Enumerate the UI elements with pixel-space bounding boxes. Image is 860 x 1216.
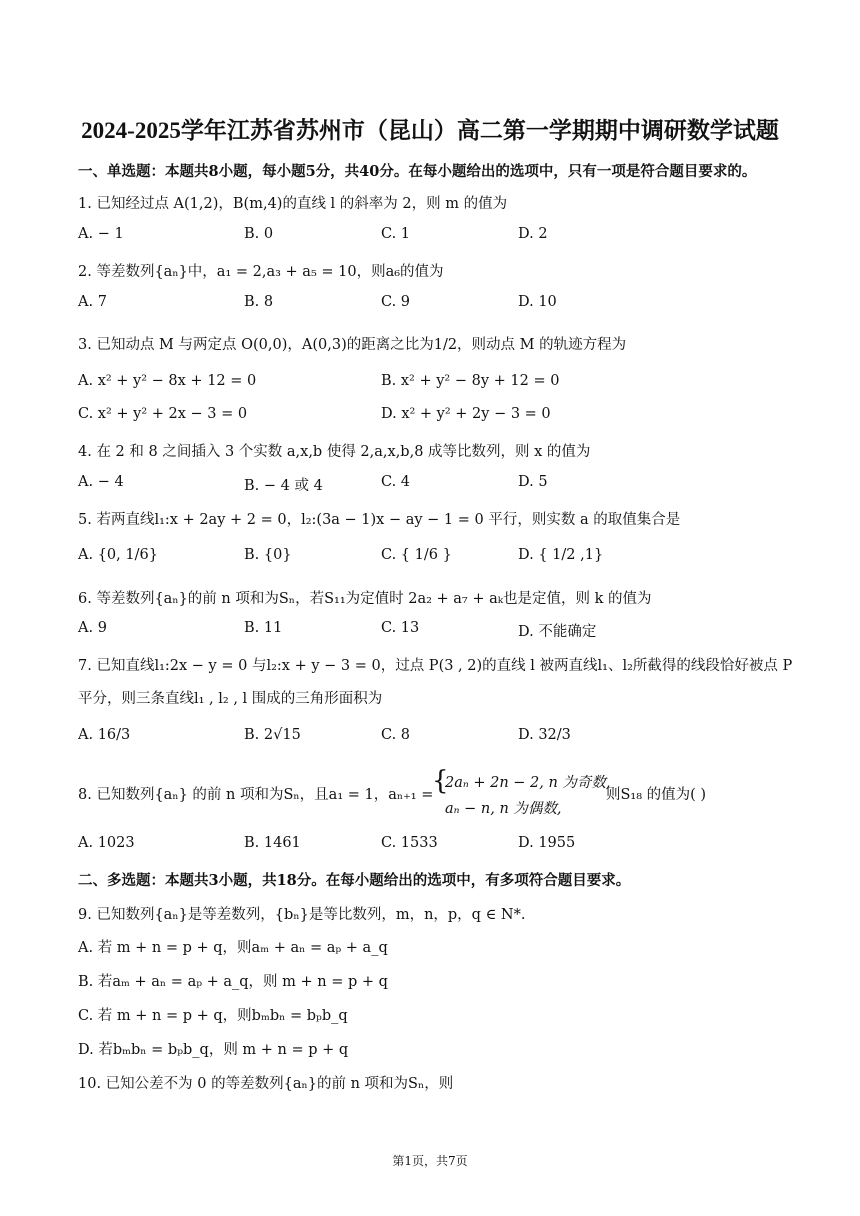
- exam-title: 2024-2025学年江苏省苏州市（昆山）高二第一学期期中调研数学试题: [81, 118, 779, 143]
- question-8-brace: {: [432, 766, 449, 796]
- question-1-option-c: C. 1: [381, 226, 411, 242]
- question-3-stem: 3. 已知动点 M 与两定点 O(0,0)，A(0,3)的距离之比为1/2，则动点 M 的轨迹方程为: [78, 337, 627, 353]
- question-4-option-c: C. 4: [381, 474, 411, 490]
- question-8-option-d: D. 1955: [518, 835, 576, 851]
- question-6-stem: 6. 等差数列{aₙ}的前 n 项和为Sₙ，若S₁₁为定值时 2a₂ + a₇ + aₖ也是定值，则 k 的值为: [78, 591, 652, 607]
- question-5-stem: 5. 若两直线l₁:x + 2ay + 2 = 0，l₂:(3a − 1)x − ay − 1 = 0 平行，则实数 a 的取值集合是: [78, 512, 681, 528]
- question-7-option-a: A. 16/3: [78, 727, 131, 743]
- question-2-option-b: B. 8: [244, 294, 274, 310]
- question-4-option-b: B. − 4 或 4: [244, 478, 323, 494]
- question-1-option-d: D. 2: [518, 226, 548, 242]
- section-single-choice-heading: 一、单选题：本题共8小题，每小题5分，共40分。在每小题给出的选项中，只有一项是符合题目要求的。: [78, 163, 757, 180]
- question-6-option-a: A. 9: [78, 620, 107, 636]
- question-9-option-d: D. 若bₘbₙ = bₚb_q，则 m + n = p + q: [78, 1042, 349, 1058]
- question-2-option-d: D. 10: [518, 294, 557, 310]
- question-8-option-b: B. 1461: [244, 835, 301, 851]
- question-8-tail: 则S₁₈ 的值为( ): [606, 787, 707, 803]
- question-8-case-even: aₙ − n, n 为偶数,: [445, 801, 562, 817]
- question-1-stem: 1. 已知经过点 A(1,2)，B(m,4)的直线 l 的斜率为 2，则 m 的值为: [78, 196, 508, 212]
- page-footer: 第1页，共7页: [392, 1154, 468, 1168]
- question-10-stem: 10. 已知公差不为 0 的等差数列{aₙ}的前 n 项和为Sₙ，则: [78, 1076, 454, 1092]
- question-4-stem: 4. 在 2 和 8 之间插入 3 个实数 a,x,b 使得 2,a,x,b,8 成等比数列，则 x 的值为: [78, 444, 591, 460]
- question-3-option-d: D. x² + y² + 2y − 3 = 0: [381, 406, 551, 422]
- question-4-option-a: A. − 4: [78, 474, 124, 490]
- question-6-option-b: B. 11: [244, 620, 283, 636]
- question-5-option-c: C. { 1/6 }: [381, 547, 452, 563]
- question-7-option-c: C. 8: [381, 727, 411, 743]
- question-7-option-d: D. 32/3: [518, 727, 571, 743]
- question-5-option-b: B. {0}: [244, 547, 292, 563]
- question-5-option-a: A. {0, 1/6}: [78, 547, 158, 563]
- question-7-stem: 7. 已知直线l₁:2x − y = 0 与l₂:x + y − 3 = 0，过点 P(3 , 2)的直线 l 被两直线l₁、l₂所截得的线段恰好被点 P: [78, 658, 793, 674]
- question-4-option-d: D. 5: [518, 474, 548, 490]
- question-3-option-b: B. x² + y² − 8y + 12 = 0: [381, 373, 560, 389]
- question-3-option-c: C. x² + y² + 2x − 3 = 0: [78, 406, 248, 422]
- question-7-stem-continued: 平分，则三条直线l₁ , l₂ , l 围成的三角形面积为: [78, 691, 383, 707]
- question-9-option-a: A. 若 m + n = p + q，则aₘ + aₙ = aₚ + a_q: [78, 940, 388, 956]
- question-6-option-d: D. 不能确定: [518, 624, 597, 640]
- question-9-option-b: B. 若aₘ + aₙ = aₚ + a_q，则 m + n = p + q: [78, 974, 388, 990]
- question-8-stem: 8. 已知数列{aₙ} 的前 n 项和为Sₙ，且a₁ = 1，aₙ₊₁ =: [78, 787, 434, 803]
- question-6-option-c: C. 13: [381, 620, 420, 636]
- question-7-option-b: B. 2√15: [244, 727, 301, 743]
- question-9-stem: 9. 已知数列{aₙ}是等差数列，{bₙ}是等比数列，m，n，p，q ∈ N*.: [78, 907, 526, 923]
- section-multiple-choice-heading: 二、多选题：本题共3小题，共18分。在每小题给出的选项中，有多项符合题目要求。: [78, 872, 631, 889]
- question-2-option-a: A. 7: [78, 294, 107, 310]
- question-8-option-c: C. 1533: [381, 835, 438, 851]
- question-8-case-odd: 2aₙ + 2n − 2, n 为奇数,: [445, 775, 611, 791]
- question-2-stem: 2. 等差数列{aₙ}中，a₁ = 2,a₃ + a₅ = 10，则a₆的值为: [78, 264, 444, 280]
- question-8-option-a: A. 1023: [78, 835, 135, 851]
- question-1-option-b: B. 0: [244, 226, 274, 242]
- question-5-option-d: D. { 1/2 ,1}: [518, 547, 604, 563]
- question-2-option-c: C. 9: [381, 294, 411, 310]
- question-3-option-a: A. x² + y² − 8x + 12 = 0: [78, 373, 257, 389]
- question-9-option-c: C. 若 m + n = p + q，则bₘbₙ = bₚb_q: [78, 1008, 348, 1024]
- question-1-option-a: A. − 1: [78, 226, 124, 242]
